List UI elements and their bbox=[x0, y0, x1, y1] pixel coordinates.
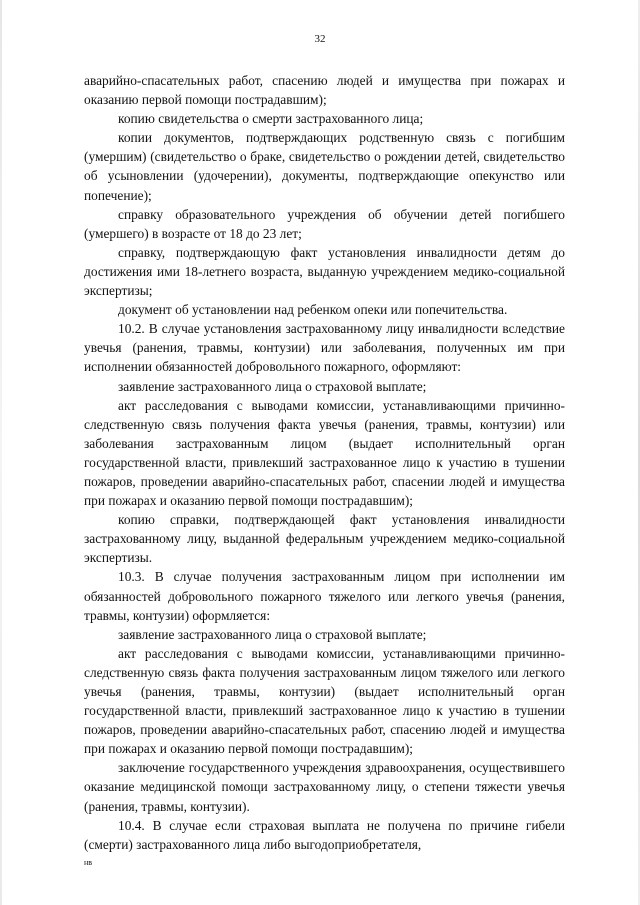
paragraph: справку образовательного учреждения об обучении детей погибшего (умершего) в возрасте от 18 до 23 лет; bbox=[84, 206, 565, 241]
section-paragraph-10-4: 10.4. В случае если страховая выплата не получена по причине гибели (смерти) застрахованного лица либо выгодоприобретателя, bbox=[84, 817, 565, 852]
paragraph: копию справки, подтверждающей факт установления инвалидности застрахованному лицу, выданной федеральным учреждением медико-социальной экспертизы. bbox=[84, 512, 565, 566]
paragraph: копию свидетельства о смерти застрахованного лица; bbox=[118, 111, 424, 127]
paragraph: акт расследования с выводами комиссии, устанавливающими причинно-следственную связь факта получения застрахованным лицом тяжелого или легкого увечья (ранения, травмы, контузии) (выдает исполнительный орган государственной власти, привлекший застрахованное лицо к участию в тушении пожаров, проведении аварийно-спасательных работ, спасению людей и имущества при пожарах и оказанию первой помощи пострадавшим); bbox=[84, 645, 565, 757]
paragraph: заявление застрахованного лица о страховой выплате; bbox=[118, 378, 427, 394]
paragraph: документ об установлении над ребенком опеки или попечительства. bbox=[118, 302, 508, 318]
paragraph: справку, подтверждающую факт установления инвалидности детям до достижения ими 18-летнего возраста, выданную учреждением медико-социальной экспертизы; bbox=[84, 244, 565, 299]
paragraph: аварийно-спасательных работ, спасению людей и имущества при пожарах и оказанию первой помощи пострадавшим); bbox=[84, 73, 565, 108]
section-paragraph-10-3: 10.3. В случае получения застрахованным лицом при исполнении им обязанностей добровольного пожарного тяжелого или легкого увечья (ранения, травмы, контузии) оформляется: bbox=[84, 569, 565, 623]
footer-mark: нв bbox=[84, 858, 93, 867]
page-number: 32 bbox=[314, 33, 326, 45]
paragraph: заключение государственного учреждения здравоохранения, осуществившего оказание медицинской помощи застрахованному лицу, о степени тяжести увечья (ранения, травмы, контузии). bbox=[84, 760, 565, 814]
paragraph: акт расследования с выводами комиссии, устанавливающими причинно-следственную связь получения факта увечья (ранения, травмы, контузии) или заболевания застрахованным лицом (выдает исполнительный орган государственной власти, привлекший застрахованное лицо к участию в тушении пожаров, проведении аварийно-спасательных работ, спасении людей и имущества при пожарах и оказанию первой помощи пострадавшим); bbox=[84, 397, 565, 509]
scan-edge-left bbox=[0, 0, 2, 905]
document-body bbox=[84, 71, 565, 854]
paragraph: копии документов, подтверждающих родственную связь с погибшим (умершим) (свидетельство о браке, свидетельство о рождении детей, свидетельство об усыновлении (удочерении), документы, подтверждающие опекунство или попечение); bbox=[84, 130, 565, 203]
paragraph: заявление застрахованного лица о страховой выплате; bbox=[118, 626, 427, 642]
section-paragraph-10-2: 10.2. В случае установления застрахованному лицу инвалидности вследствие увечья (ранения, травмы, контузии) или заболевания, полученных им при исполнении обязанностей добровольного пожарного, оформляют: bbox=[84, 321, 565, 375]
